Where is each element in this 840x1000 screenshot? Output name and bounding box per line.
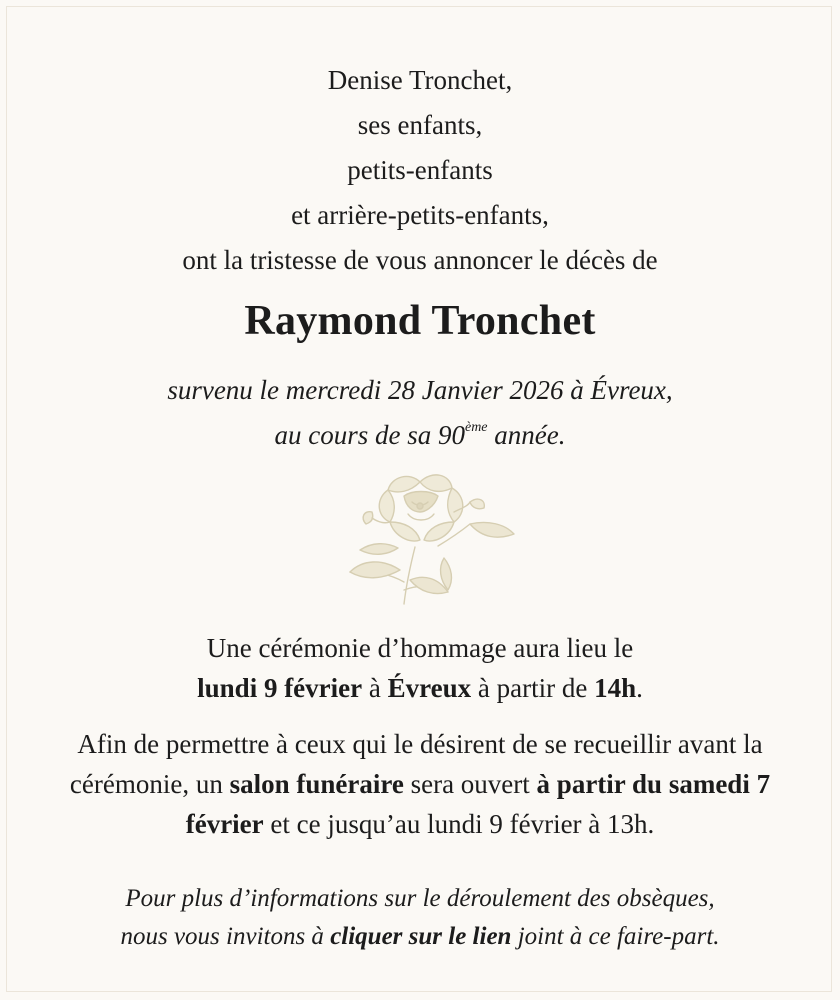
family-line: Denise Tronchet, bbox=[327, 65, 513, 95]
salon-label: salon funéraire bbox=[229, 769, 404, 799]
age-suffix: année. bbox=[487, 420, 566, 450]
flower-icon bbox=[320, 462, 520, 612]
death-date-line: survenu le mercredi 28 Janvier 2026 à Évreux, bbox=[167, 375, 673, 405]
family-line: et arrière-petits-enfants, bbox=[291, 200, 549, 230]
salon-funeraire-info bbox=[30, 724, 810, 844]
salon-text: sera ouvert bbox=[403, 769, 537, 799]
ceremony-details bbox=[0, 668, 840, 708]
ceremony-info bbox=[0, 628, 840, 708]
salon-text: Afin de permettre à ceux qui le désirent de se recueillir avant la cérémonie, un bbox=[69, 729, 763, 799]
ceremony-text: . bbox=[636, 673, 643, 703]
more-info-line bbox=[0, 918, 840, 956]
ceremony-date: lundi 9 février bbox=[197, 673, 363, 703]
ceremony-intro: Une cérémonie d’hommage aura lieu le bbox=[206, 633, 634, 663]
ceremony-place: Évreux bbox=[387, 673, 472, 703]
more-info-line: Pour plus d’informations sur le déroulement des obsèques, bbox=[125, 885, 715, 912]
family-line: ont la tristesse de vous annoncer le décès de bbox=[182, 245, 658, 275]
family-announcement bbox=[0, 58, 840, 283]
ceremony-text: à bbox=[362, 673, 388, 703]
family-line: ses enfants, bbox=[357, 110, 483, 140]
salon-start-date: à partir du samedi 7 février bbox=[185, 769, 771, 839]
info-link[interactable]: cliquer sur le lien bbox=[330, 923, 512, 950]
more-info-text: nous vous invitons à bbox=[120, 923, 331, 950]
deceased-name: Raymond Tronchet bbox=[244, 298, 596, 344]
ceremony-text: à partir de bbox=[471, 673, 595, 703]
age-line bbox=[0, 413, 840, 463]
deceased-details bbox=[0, 368, 840, 463]
more-info-text: joint à ce faire-part. bbox=[511, 923, 720, 950]
more-info bbox=[0, 880, 840, 956]
family-line: petits-enfants bbox=[347, 155, 493, 185]
age-ordinal: ème bbox=[464, 420, 488, 435]
ceremony-time: 14h bbox=[594, 673, 637, 703]
age-number: au cours de sa 90 bbox=[274, 420, 465, 450]
salon-text: et ce jusqu’au lundi 9 février à 13h. bbox=[263, 809, 655, 839]
